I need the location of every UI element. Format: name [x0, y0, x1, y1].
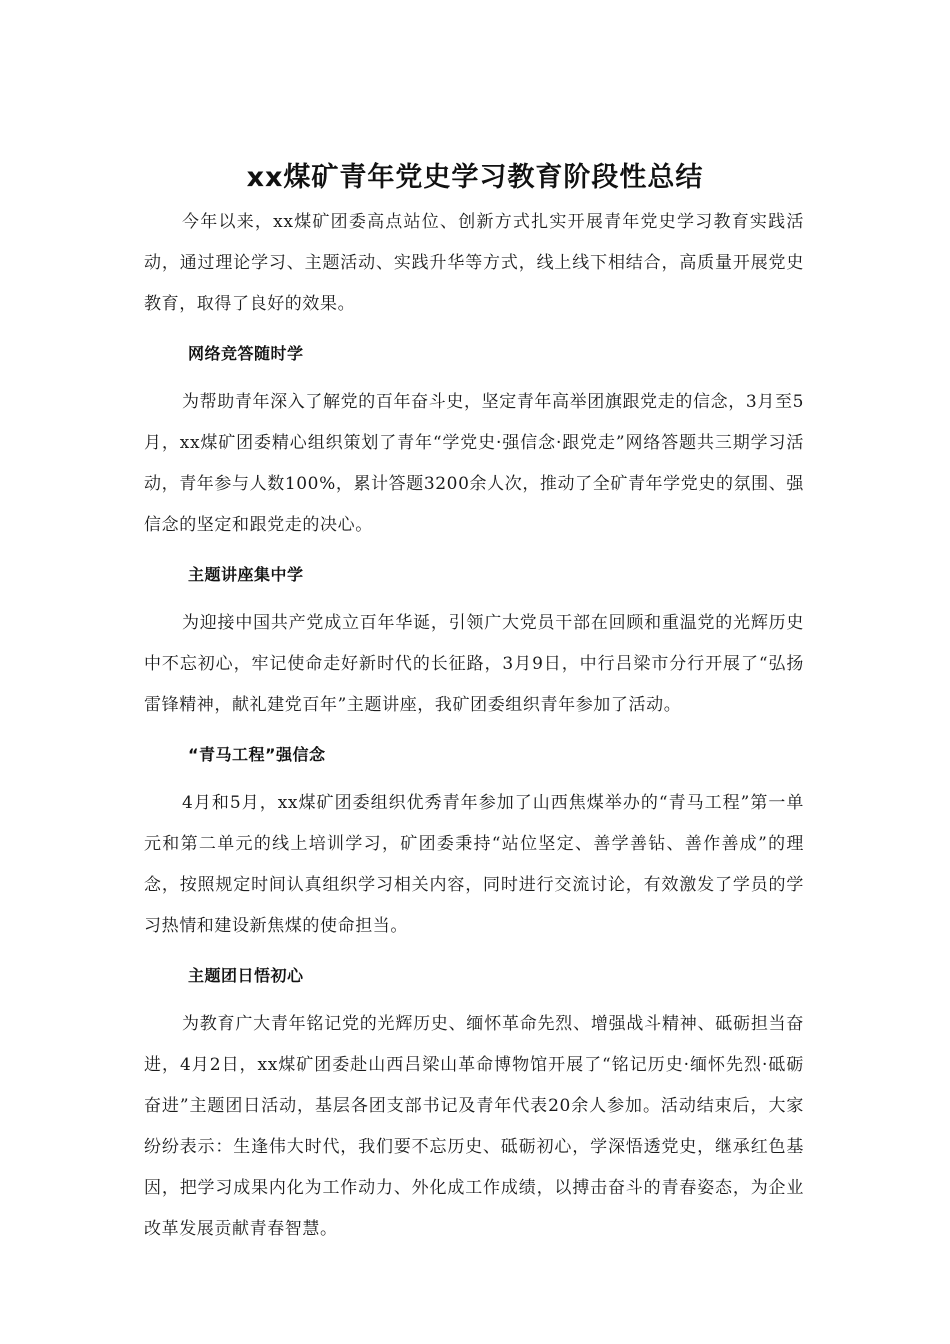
section-body-lecture: 为迎接中国共产党成立百年华诞，引领广大党员干部在回顾和重温党的光辉历史中不忘初心，牢记使命走好新时代的长征路，3月9日，中行吕梁市分行开展了“弘扬雷锋精神，献礼建党百年”主题讲座，我矿团委组织青年参加了活动。	[144, 613, 804, 715]
section-heading-league-day: 主题团日悟初心	[188, 966, 304, 985]
document-title: xx煤矿青年党史学习教育阶段性总结	[246, 162, 704, 194]
section-body-online-quiz: 为帮助青年深入了解党的百年奋斗史，坚定青年高举团旗跟党走的信念，3月至5月，xx煤矿团委精心组织策划了青年“学党史·强信念·跟党走”网络答题共三期学习活动，青年参与人数100%，累计答题3200余人次，推动了全矿青年学党史的氛围、强信念的坚定和跟党走的决心。	[144, 392, 804, 535]
section-heading-online-quiz: 网络竞答随时学	[188, 344, 304, 363]
section-body-league-day: 为教育广大青年铭记党的光辉历史、缅怀革命先烈、增强战斗精神、砥砺担当奋进，4月2日，xx煤矿团委赴山西吕梁山革命博物馆开展了“铭记历史·缅怀先烈·砥砺奋进”主题团日活动，基层各团支部书记及青年代表20余人参加。活动结束后，大家纷纷表示：生逢伟大时代，我们要不忘历史、砥砺初心，学深悟透党史，继承红色基因，把学习成果内化为工作动力、外化成工作成绩，以搏击奋斗的青春姿态，为企业改革发展贡献青春智慧。	[144, 1014, 804, 1239]
section-heading-lecture: 主题讲座集中学	[188, 565, 304, 584]
section-heading-qingma-project: “青马工程”强信念	[188, 745, 326, 764]
document-body	[144, 202, 804, 1250]
intro-paragraph: 今年以来，xx煤矿团委高点站位、创新方式扎实开展青年党史学习教育实践活动，通过理论学习、主题活动、实践升华等方式，线上线下相结合，高质量开展党史教育，取得了良好的效果。	[144, 212, 804, 314]
section-body-qingma-project: 4月和5月，xx煤矿团委组织优秀青年参加了山西焦煤举办的“青马工程”第一单元和第二单元的线上培训学习，矿团委秉持“站位坚定、善学善钻、善作善成”的理念，按照规定时间认真组织学习相关内容，同时进行交流讨论，有效激发了学员的学习热情和建设新焦煤的使命担当。	[144, 793, 804, 936]
